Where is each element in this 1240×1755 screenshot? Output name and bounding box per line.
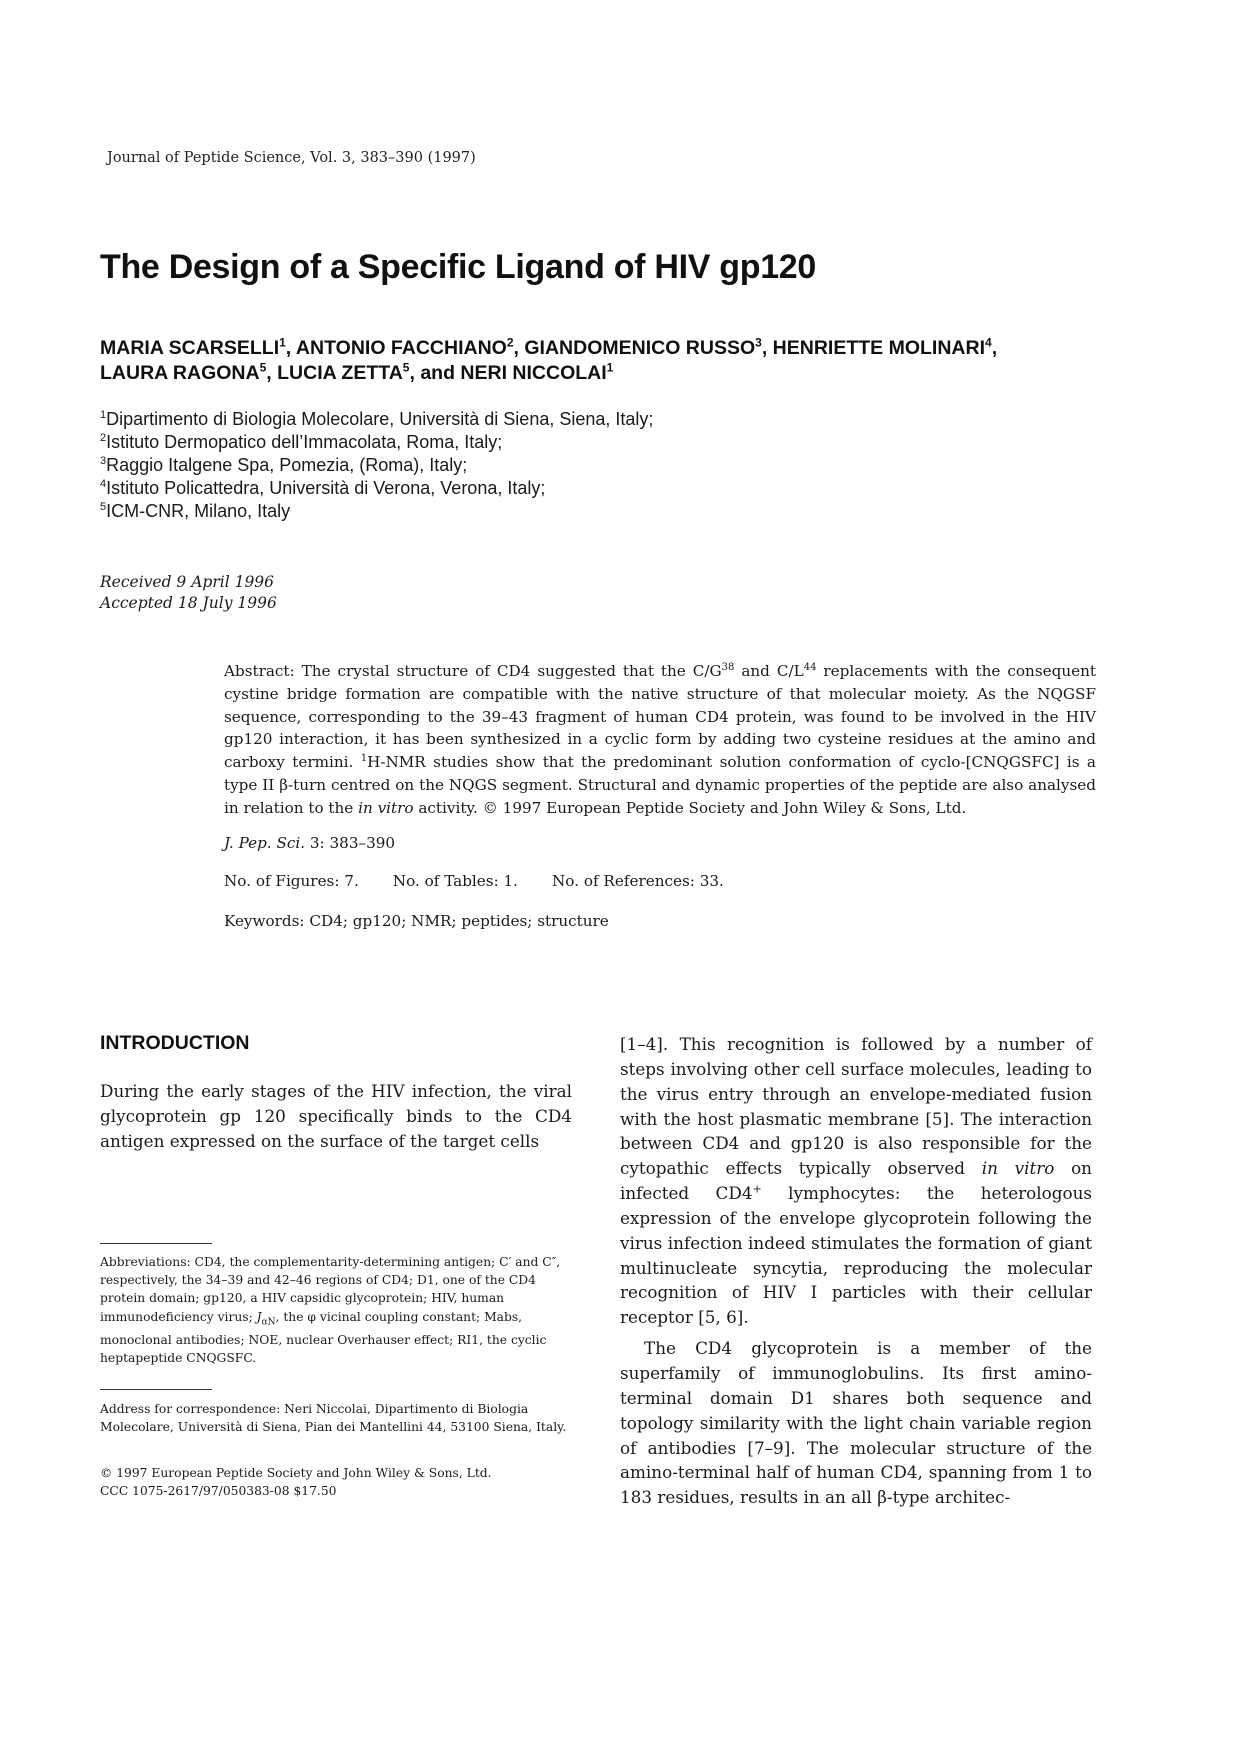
affiliation-text: Dipartimento di Biologia Molecolare, Università di Siena, Siena, Italy; — [106, 409, 654, 429]
superscript: + — [752, 1182, 762, 1196]
affiliation-number: 2 — [100, 432, 107, 444]
footnote-segment: , the φ vicinal coupling constant; Mabs, monoclonal antibodies; NOE, nuclear Overhauser effect; RI1, the cyclic heptapeptide CNQGSFC. — [100, 1309, 547, 1366]
affiliation-number: 4 — [100, 478, 107, 490]
citation-pages: 3: 383–390 — [305, 833, 396, 852]
intro-paragraph — [620, 1032, 1092, 1330]
citation-journal: J. Pep. Sci. — [224, 833, 306, 852]
affiliation-text: ICM-CNR, Milano, Italy — [106, 501, 291, 521]
affiliation-text: Istituto Policattedra, Università di Verona, Verona, Italy; — [106, 478, 546, 498]
author-name: MARIA SCARSELLI — [100, 337, 280, 359]
subscript: αN — [261, 1317, 276, 1328]
copyright-line: © 1997 European Peptide Society and John Wiley & Sons, Ltd. — [100, 1466, 492, 1480]
abstract-segment: activity. © 1997 European Peptide Society and John Wiley & Sons, Ltd. — [413, 798, 967, 817]
accepted-date: Accepted 18 July 1996 — [100, 594, 277, 612]
superscript: 38 — [721, 661, 735, 673]
paragraph-segment: lymphocytes: the heterologous expression of the envelope glycoprotein following the virus infection indeed stimulates the formation of giant multinucleate syncytia, reproducing the molecular recognition of HIV I particles with their cellular receptor [5, 6]. — [620, 1183, 1092, 1328]
copyright-footnote — [100, 1464, 572, 1500]
correspondence-footnote — [100, 1400, 572, 1436]
abstract-segment: Abstract: The crystal structure of CD4 suggested that the C/G — [224, 662, 722, 680]
author-name: GIANDOMENICO RUSSO — [524, 337, 756, 359]
abstract-segment: replacements with the consequent cystine bridge formation are compatible with the native structure of that molecular moiety. As the NQGSF sequence, corresponding to the 39–43 fragment of human CD4 protein, was found to be involved in the HIV gp120 interaction, it has been synthesized in a cyclic form by adding two cysteine residues at the amino and carboxy termini. — [224, 662, 1096, 772]
keywords: Keywords: CD4; gp120; NMR; peptides; structure — [224, 911, 609, 930]
affiliation-number: 5 — [100, 501, 107, 513]
affiliation-marker: 2 — [506, 335, 514, 350]
affiliation-number: 3 — [100, 455, 107, 467]
citation — [224, 834, 1096, 852]
affiliation-marker: 1 — [606, 360, 614, 375]
paragraph-segment: on infected CD4 — [620, 1158, 1092, 1204]
affiliation-number: 1 — [100, 409, 107, 421]
author-name: and NERI NICCOLAI — [420, 362, 607, 384]
article-counts — [224, 872, 1096, 890]
affiliation-marker: 5 — [402, 360, 410, 375]
affiliation-marker: 4 — [985, 335, 992, 350]
intro-paragraph: The CD4 glycoprotein is a member of the superfamily of immunoglobulins. Its first amino-terminal domain D1 shares both sequence and topology similarity with the light chain variable region of antibodies [7–9]. The molecular structure of the amino-terminal half of human CD4, spanning from 1 to 183 residues, results in an all β-type architec- — [620, 1338, 1092, 1508]
author-name: LAURA RAGONA — [100, 362, 260, 384]
affiliation-text: Raggio Italgene Spa, Pomezia, (Roma), Italy; — [106, 455, 468, 475]
affiliation-list — [100, 408, 653, 523]
reference-count: No. of References: 33. — [552, 871, 724, 890]
footnote-divider — [100, 1243, 212, 1244]
author-name: HENRIETTE MOLINARI — [772, 337, 985, 359]
italic-term: in vitro — [358, 798, 414, 817]
ccc-code: CCC 1075-2617/97/050383-08 $17.50 — [100, 1484, 337, 1499]
affiliation-marker: 3 — [755, 335, 762, 350]
author-list: MARIA SCARSELLI$^1$, ANTONIO FACCHIANO$^2$, GIANDOMENICO RUSSO$^3$, HENRIETTE MOLINARI$^4$, LAURA RAGONA$^5$, LUCIA ZETTA$^5$, and NERI NICCOLAI$^1$ — [100, 335, 998, 384]
affiliation-marker: 1 — [279, 335, 286, 350]
abstract-block — [224, 660, 1096, 930]
correspondence-address: Address for correspondence: Neri Niccolai, Dipartimento di Biologia Molecolare, Università di Siena, Pian dei Mantellini 44, 53100 Siena, Italy. — [100, 1402, 567, 1435]
author-name: LUCIA ZETTA — [277, 362, 403, 384]
italic-term: J — [256, 1309, 262, 1324]
italic-term: in vitro — [981, 1158, 1055, 1179]
superscript: 44 — [803, 661, 817, 673]
abbreviations-footnote — [100, 1253, 572, 1368]
affiliation — [100, 500, 653, 523]
abstract-text — [224, 660, 1096, 820]
paragraph-segment: [1–4]. This recognition is followed by a number of steps involving other cell surface molecules, leading to the virus entry through an envelope-mediated fusion with the host plasmatic membrane [5]. The interaction between CD4 and gp120 is also responsible for the cytopathic effects typically observed — [620, 1034, 1092, 1179]
journal-header: Journal of Peptide Science, Vol. 3, 383–390 (1997) — [107, 150, 476, 166]
affiliation — [100, 408, 653, 431]
section-heading-introduction: INTRODUCTION — [100, 1032, 250, 1054]
abstract-segment: H-NMR studies show that the predominant solution conformation of cyclo-[CNQGSFC] is a type II β-turn centred on the NQGS segment. Structural and dynamic properties of the peptide are also analysed in relation to the — [224, 753, 1096, 817]
received-date: Received 9 April 1996 — [100, 573, 275, 591]
affiliation-text: Istituto Dermopatico dell’Immacolata, Roma, Italy; — [106, 432, 503, 452]
table-count: No. of Tables: 1. — [392, 871, 519, 890]
superscript: 1 — [360, 753, 368, 765]
affiliation-marker: 5 — [259, 360, 267, 375]
affiliation — [100, 431, 653, 454]
submission-dates — [100, 572, 277, 614]
footnote-segment: Abbreviations: CD4, the complementarity-determining antigen; C′ and C″, respectively, the 34–39 and 42–46 regions of CD4; D1, one of the CD4 protein domain; gp120, a HIV capsidic glycoprotein; HIV, human immunodeficiency virus; — [100, 1255, 561, 1324]
intro-paragraph-left: During the early stages of the HIV infection, the viral glycoprotein gp 120 specifically binds to the CD4 antigen expressed on the surface of the target cells — [100, 1081, 572, 1151]
author-name: ANTONIO FACCHIANO — [295, 337, 507, 359]
abstract-segment: and C/L — [734, 662, 804, 680]
footnote-divider — [100, 1389, 212, 1390]
intro-right-column — [620, 1032, 1092, 1510]
affiliation — [100, 477, 653, 500]
figure-count: No. of Figures: 7. — [224, 871, 359, 890]
article-title: The Design of a Specific Ligand of HIV gp120 — [100, 248, 817, 286]
affiliation — [100, 454, 653, 477]
